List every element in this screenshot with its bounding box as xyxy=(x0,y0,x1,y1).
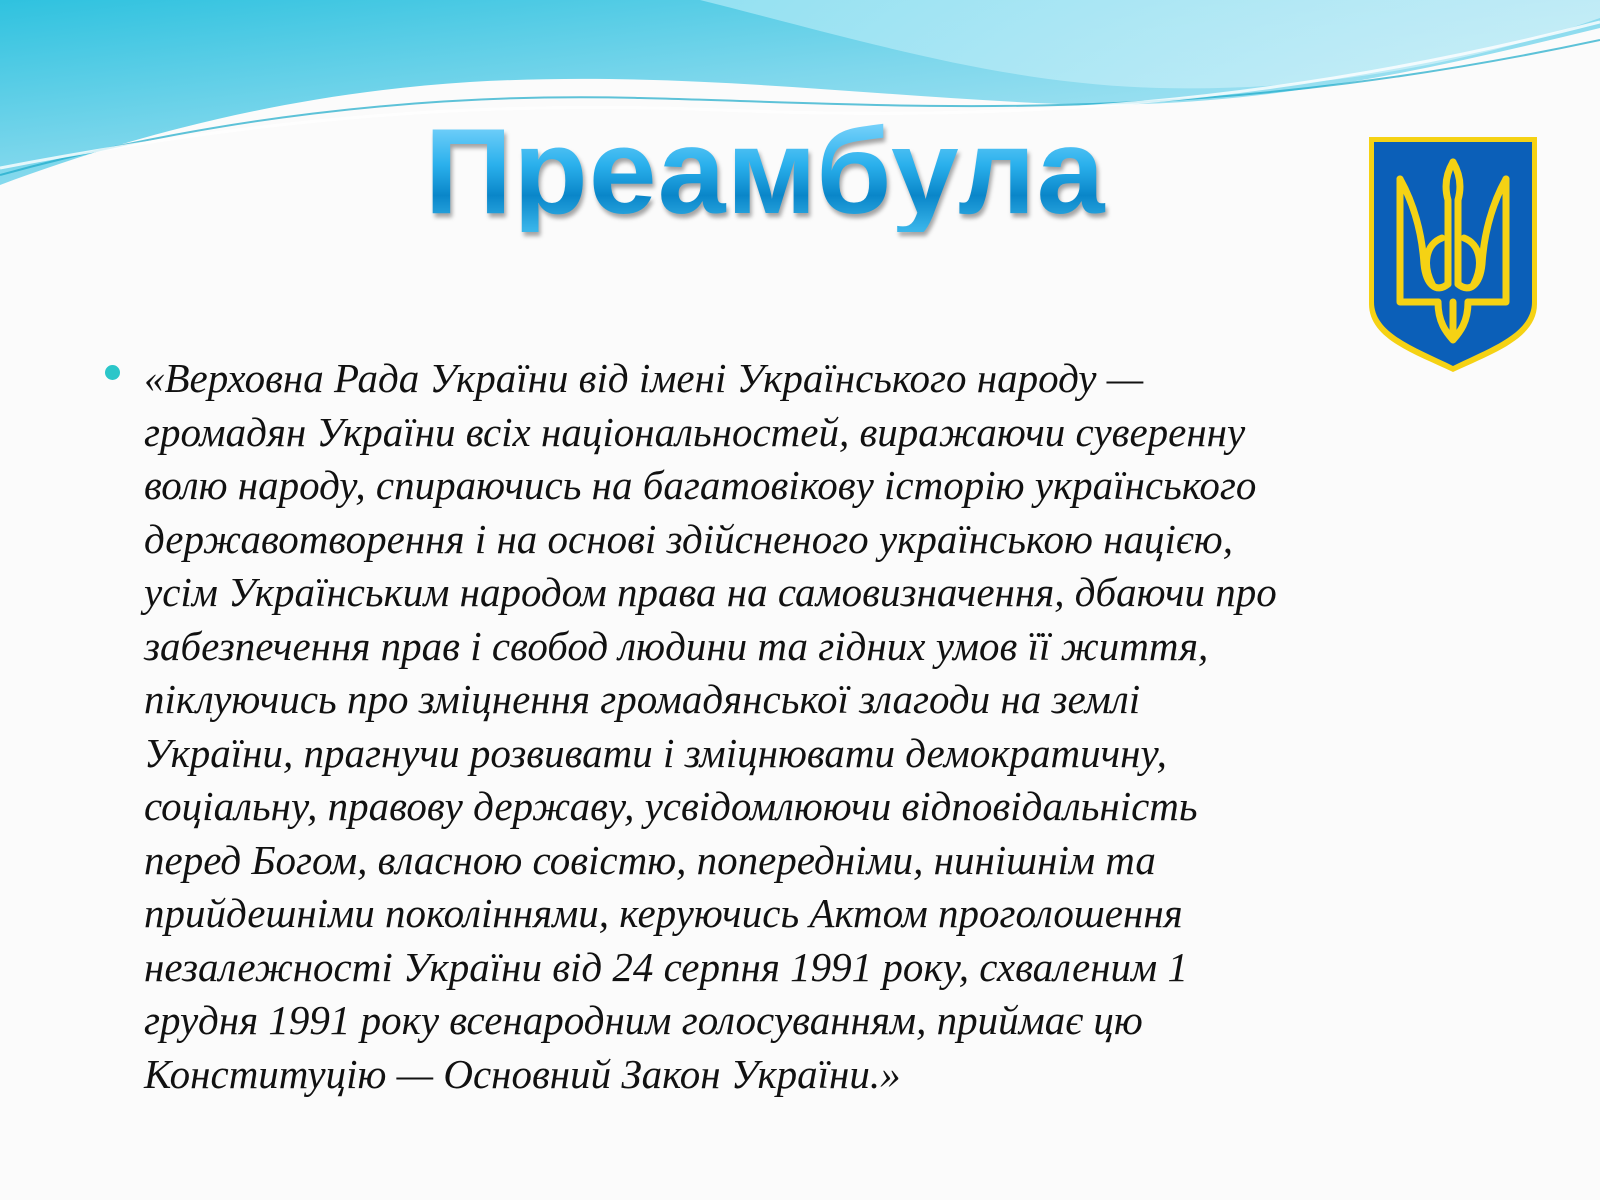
list-item xyxy=(100,352,1520,1101)
slide-title: Преамбула xyxy=(0,110,1530,232)
bullet-icon xyxy=(105,365,120,380)
preamble-list xyxy=(100,352,1520,1101)
preamble-text: «Верховна Рада України від імені Українського народу — громадян України всіх національностей, виражаючи суверенну волю народу, спираючись на багатовікову історію українського державотворення і на основі здійсненого українською нацією, усім Українським народом права на самовизначення, дбаючи про забезпечення прав і свобод людини та гідних умов її життя, піклуючись про зміцнення громадянської злагоди на землі України, прагнучи розвивати і зміцнювати демократичну, соціальну, правову державу, усвідомлюючи відповідальність перед Богом, власною совістю, попередніми, нинішнім та прийдешніми поколіннями, керуючись Актом проголошення незалежності України від 24 серпня 1991 року, схваленим 1 грудня 1991 року всенародним голосуванням, приймає цю Конституцію — Основний Закон України.» xyxy=(144,355,1277,1097)
ukraine-coat-of-arms-icon xyxy=(1366,134,1540,374)
